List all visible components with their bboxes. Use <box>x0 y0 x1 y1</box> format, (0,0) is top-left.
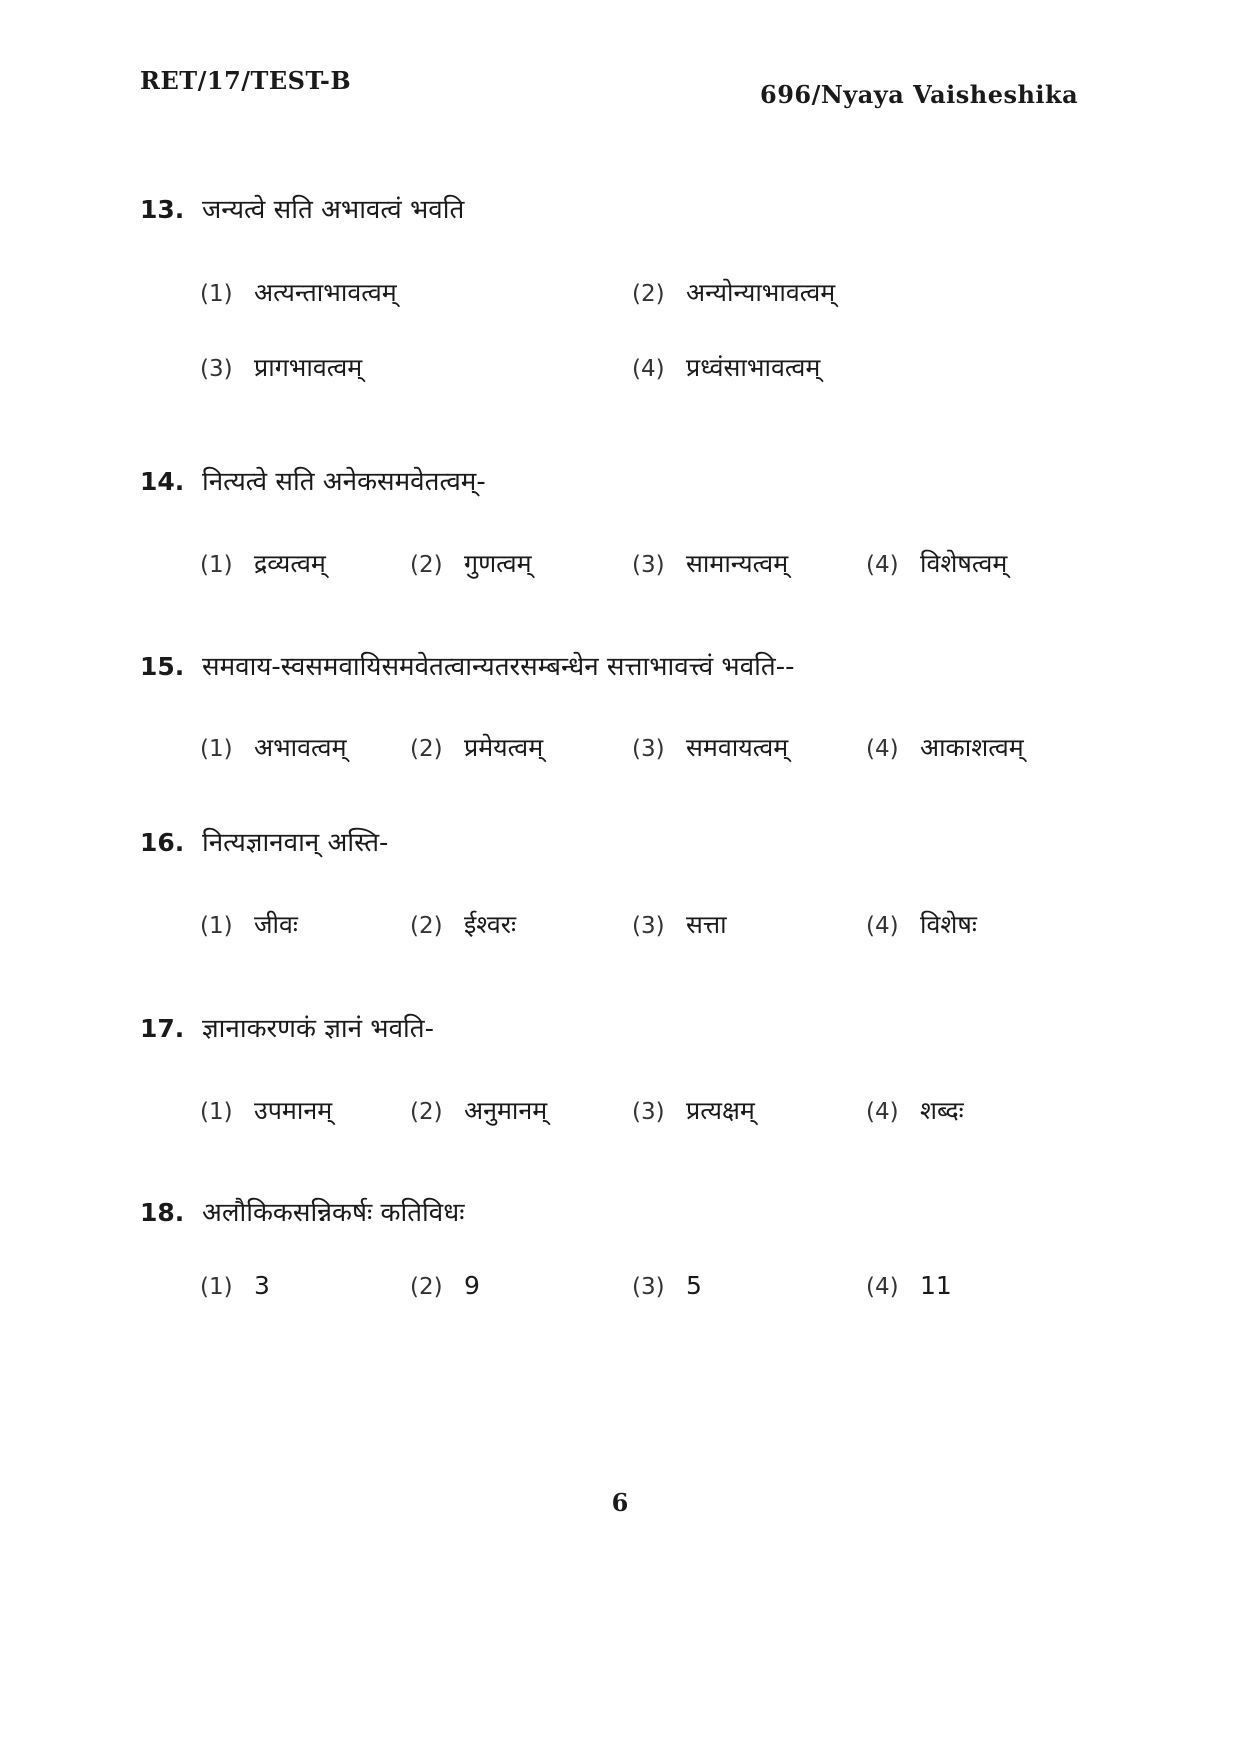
question-text: ज्ञानाकरणकं ज्ञानं भवति- <box>202 1014 434 1044</box>
option-4 <box>866 1271 952 1300</box>
option-number: (1) <box>200 736 233 762</box>
option-3 <box>632 1093 755 1127</box>
option-3 <box>632 546 788 580</box>
option-number: (2) <box>410 736 443 762</box>
option-number: (4) <box>866 913 899 939</box>
option-1 <box>200 1271 270 1300</box>
option-number: (4) <box>866 1274 899 1300</box>
option-4 <box>632 350 820 384</box>
option-number: (2) <box>632 281 665 307</box>
option-number: (4) <box>866 736 899 762</box>
option-1 <box>200 546 326 580</box>
option-text: विशेषः <box>920 910 977 939</box>
option-text: सत्ता <box>686 910 727 939</box>
question-number: 14. <box>140 467 185 496</box>
page-number: 6 <box>611 1488 629 1517</box>
question-stem <box>140 647 794 683</box>
option-number: (3) <box>632 1099 665 1125</box>
question-stem <box>140 823 388 859</box>
question-text: अलौकिकसन्निकर्षः कतिविधः <box>202 1198 465 1228</box>
question-number: 18. <box>140 1198 185 1227</box>
option-1 <box>200 275 397 309</box>
option-number: (2) <box>410 1099 443 1125</box>
option-number: (3) <box>200 356 233 382</box>
option-text: अत्यन्ताभावत्वम् <box>254 278 397 307</box>
option-2 <box>410 907 516 941</box>
option-1 <box>200 1093 332 1127</box>
question-stem <box>140 462 486 498</box>
question-number: 15. <box>140 652 185 681</box>
option-number: (3) <box>632 913 665 939</box>
option-2 <box>410 546 532 580</box>
option-2 <box>410 1271 480 1300</box>
option-number: (1) <box>200 913 233 939</box>
option-4 <box>866 730 1024 764</box>
question-stem <box>140 190 464 226</box>
option-2 <box>632 275 835 309</box>
option-text: 3 <box>254 1271 270 1300</box>
paper-title: 696/Nyaya Vaisheshika <box>760 80 1079 109</box>
option-number: (4) <box>866 552 899 578</box>
option-number: (2) <box>410 552 443 578</box>
option-number: (1) <box>200 552 233 578</box>
option-number: (2) <box>410 1274 443 1300</box>
question-text: नित्यत्वे सति अनेकसमवेतत्वम्- <box>202 467 486 497</box>
exam-code: RET/17/TEST-B <box>140 66 352 95</box>
option-2 <box>410 730 543 764</box>
option-text: समवायत्वम् <box>686 733 789 762</box>
option-text: जीवः <box>254 910 298 939</box>
option-text: शब्दः <box>920 1096 964 1125</box>
option-text: प्रागभावत्वम् <box>254 353 363 382</box>
question-text: समवाय-स्वसमवायिसमवेतत्वान्यतरसम्बन्धेन सत्ताभावत्त्वं भवति-- <box>202 652 795 682</box>
option-3 <box>200 350 362 384</box>
option-number: (2) <box>410 913 443 939</box>
option-1 <box>200 730 347 764</box>
question-number: 16. <box>140 828 185 857</box>
option-number: (4) <box>632 356 665 382</box>
option-text: 9 <box>464 1271 480 1300</box>
option-text: उपमानम् <box>254 1096 333 1125</box>
option-number: (3) <box>632 736 665 762</box>
question-text: नित्यज्ञानवान् अस्ति- <box>202 828 389 858</box>
option-text: अनुमानम् <box>464 1096 548 1125</box>
question-stem <box>140 1193 465 1229</box>
option-text: विशेषत्वम् <box>920 549 1008 578</box>
option-text: अभावत्वम् <box>254 733 347 762</box>
question-number: 17. <box>140 1014 185 1043</box>
option-3 <box>632 907 727 941</box>
option-text: 11 <box>920 1271 952 1300</box>
option-number: (4) <box>866 1099 899 1125</box>
option-text: प्रत्यक्षम् <box>686 1096 755 1125</box>
question-text: जन्यत्वे सति अभावत्वं भवति <box>202 195 465 225</box>
option-number: (3) <box>632 552 665 578</box>
option-text: 5 <box>686 1271 702 1300</box>
question-stem <box>140 1009 434 1045</box>
option-3 <box>632 730 788 764</box>
option-4 <box>866 907 977 941</box>
option-number: (1) <box>200 1274 233 1300</box>
option-text: प्रध्वंसाभावत्वम् <box>686 353 821 382</box>
option-text: आकाशत्वम् <box>920 733 1024 762</box>
option-2 <box>410 1093 547 1127</box>
option-text: ईश्वरः <box>464 910 517 939</box>
question-number: 13. <box>140 195 185 224</box>
option-text: द्रव्यत्वम् <box>254 549 326 578</box>
option-text: प्रमेयत्वम् <box>464 733 544 762</box>
option-number: (1) <box>200 1099 233 1125</box>
option-number: (1) <box>200 281 233 307</box>
option-4 <box>866 1093 964 1127</box>
option-number: (3) <box>632 1274 665 1300</box>
option-1 <box>200 907 298 941</box>
option-text: गुणत्वम् <box>464 549 532 578</box>
option-text: सामान्यत्वम् <box>686 549 789 578</box>
option-3 <box>632 1271 702 1300</box>
option-4 <box>866 546 1007 580</box>
option-text: अन्योन्याभावत्वम् <box>686 278 836 307</box>
